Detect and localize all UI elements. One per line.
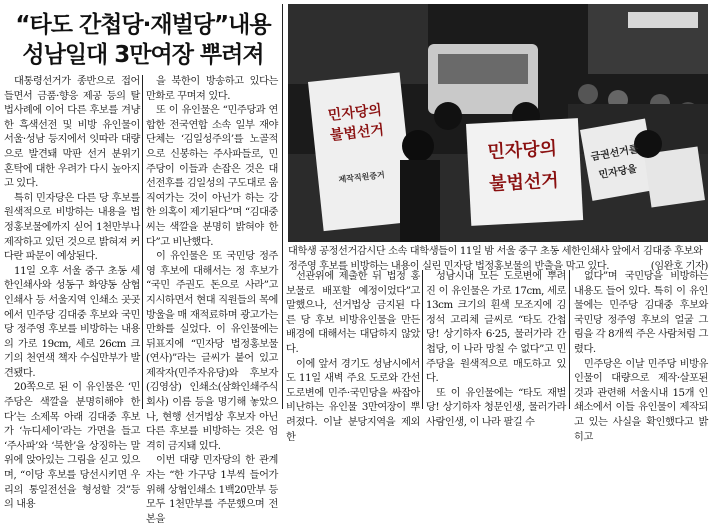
photo-caption <box>288 245 708 274</box>
paragraph: 민주당은 이날 민주당 비방유인물이 대량으로 제작·살포된 것과 관련해 서울시내 15개 인쇄소에서 이들 유인물이 제작되고 있는 사실을 확인했다고 밝히고 <box>574 358 708 443</box>
paragraph: 이번 대량 민자당의 한 관계자는 “한 가구당 1부씩 들어가 위해 상협인쇄소 1백20만부 등 모두 1천만부를 주문했으며 전본을 <box>146 455 278 525</box>
article-column-4 <box>426 270 566 428</box>
headline-line-1: “타도 간첩당·재벌당”내용 <box>15 12 271 38</box>
paragraph: 없다”며 국민당을 비방하는 내용도 들어 있다. 특히 이 유인물에는 민주당 김대중 후보와 국민당 정주영 후보의 얼굴 그림을 각 8개씩 주은 사람처럼 그렸다. <box>574 271 708 355</box>
paragraph: 을 북한이 방송하고 있다는 만화로 꾸며져 있다. <box>146 76 278 102</box>
article-column-3 <box>286 270 420 443</box>
sign-text: 민자당의 <box>327 102 383 124</box>
column-divider <box>282 4 283 409</box>
caption-text: 대학생 공정선거감시단 소속 대학생들이 11일 밤 서울 중구 초동 세한인쇄사 앞에서 김대중 후보와 정주영 후보를 비방하는 내용이 실린 민자당 법정홍보물의 반출을 막고 있다. <box>288 246 703 272</box>
paragraph: 20쪽으로 된 이 유인물은 ‘민주당은 색깔을 분명히해야 한다’는 소제목 아래 김대중 후보가 ‘뉴디세이’라는 가면을 들고 ‘주사파’와 ‘북한’을 상징하는 말 위에 앉아있는 그림을 싣고 있으며, “이당 후보를 당선시키면 우리의 통일전선을 형성할 것”등의 내용 <box>4 382 140 511</box>
paragraph: 이 유인물은 또 국민당 정주영 후보에 대해서는 정 후보가 “국민 주권도 돈으로 사라”고 지시하면서 현대 직원들의 목에 방울을 매 재적료하며 광고가는 만화를 실었다. 이 유인물에는 뒤표지에 “민자당 법정홍보물(연사)”라는 글씨가 붙어 있고 제작자(민주자유당)와 후보자(김영삼) 인쇄소(삼화인쇄주식회사) 이름 등을 명기해 놓았으나, 현행 선거법상 후보자 아닌 다른 후보를 비방하는 것은 엄격히 금지돼 있다. <box>146 251 278 452</box>
sign-text: 민자당의 <box>486 138 558 163</box>
paragraph: 특히 민자당은 다른 당 후보를 원색적으로 비방하는 내용을 법정홍보물에까지 싣어 1천만부나 제작하고 있던 것으로 밝혀져 커다란 파문이 예상된다. <box>4 192 140 263</box>
news-photo <box>288 4 708 242</box>
paragraph: 또 이 유인물은 “민주당과 연합한 전국연합 소속 일부 재야단체는 ‘김일성주의’를 노골적으로 신봉하는 주사파들로, 민주당이 이들과 손잡은 것은 대선전후를 김일성의 구도대로 움직여가는 것이 아닌가 하는 강한 의혹이 제기된다”며 “김대중씨는 색깔을 분명히 밝혀야 한다”고 비난했다. <box>146 105 278 248</box>
paragraph: 성남시내 모든 도로변에 뿌려진 이 유인물은 가로 17cm, 세로 13cm 크기의 흰색 모조지에 김정석 고리체 글씨로 “타도 간첩당! 상기하자 6·25, 물러가라 간첩당, 이 나라 망칠 수 없다”고 민주당을 원색적으로 매도하고 있다. <box>426 271 566 385</box>
headline-line-2: 성남일대 3만여장 뿌려져 <box>22 42 264 68</box>
paragraph: 이에 앞서 경기도 성남시에서도 11일 새벽 주요 도로와 간선도로변에 민주·국민당을 싸잡아 비난하는 유인물 3만여장이 뿌려졌다. 이날 분당지역을 제외한 <box>286 358 420 443</box>
column-divider <box>569 270 570 409</box>
paragraph: 또 이 유인물에는 “타도 재벌당! 상기하자 청문인생, 물러가라 사람인생, 이 나라 팔길 수 <box>426 387 566 428</box>
article-column-1 <box>4 75 140 511</box>
sign-text: 금권선거를 <box>589 144 640 164</box>
article-column-5 <box>574 270 708 443</box>
protest-sign-center <box>473 133 574 196</box>
paragraph: 선관위에 제출한 뒤 법정 홍보물로 배포할 예정이었다”고 말했으나, 선거법상 금지된 다른 당 후보 비방유인물을 만든 배경에 대해서는 대답하지 않았다. <box>286 271 420 355</box>
paragraph: 대통령선거가 종반으로 접어들면서 금품·향응 제공 등의 탈법사례에 이어 다른 후보를 겨냥한 흑색선전 및 비방 유인물이 서울·성남 등지에서 잇따라 대량으로 발견돼 막판 선거 분위기 혼탁에 대한 우려가 다시 높아지고 있다. <box>4 76 140 190</box>
protest-sign-left <box>314 98 402 187</box>
sign-text: 민자당을 <box>598 163 638 182</box>
photo-credit: (임완호 기자) <box>650 260 708 272</box>
column-divider <box>422 270 423 409</box>
sign-text: 제작직원증거 <box>338 170 386 185</box>
sign-text: 불법선거 <box>329 122 385 144</box>
column-divider <box>142 75 143 409</box>
sign-text: 불법선거 <box>488 170 560 195</box>
article-column-2 <box>146 75 278 525</box>
paragraph: 11일 오후 서울 중구 초동 세한인쇄사와 성동구 화양동 삼협인쇄사 등 서울지역 인쇄소 곳곳에서 민주당 김대중 후보와 국민당 정주영 후보를 비방하는 내용의 가로 19cm, 세로 26cm 크기의 천연색 책자 수십만부가 발견됐다. <box>4 265 140 379</box>
